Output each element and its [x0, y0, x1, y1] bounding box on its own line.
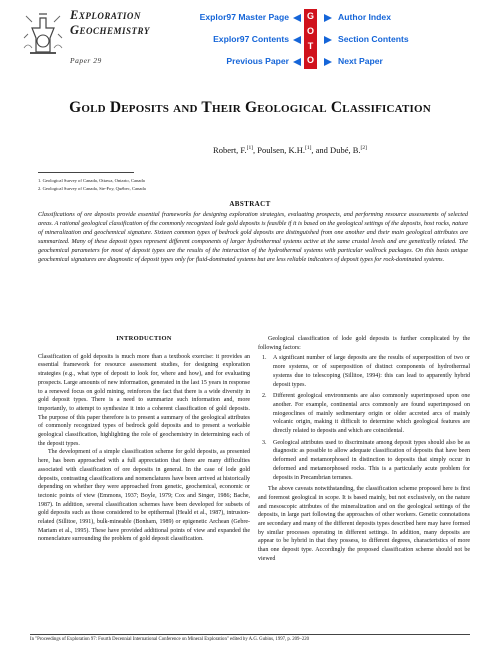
- brand-line-2: Geochemistry: [70, 23, 150, 37]
- right-column: [258, 335, 470, 564]
- nav-next-paper-link[interactable]: Next Paper: [338, 56, 383, 66]
- author-affiliation-ref[interactable]: [1]: [304, 145, 312, 152]
- footnote-divider: [38, 172, 134, 173]
- author-name: Robert, F.: [213, 145, 247, 155]
- list-number: 1.: [262, 355, 267, 362]
- arrow-left-icon[interactable]: [293, 14, 301, 22]
- goto-letter: G: [306, 11, 314, 21]
- factor-list: [258, 354, 470, 482]
- body-paragraph: The above caveats notwithstanding, the classification scheme proposed here is first and foremost geological in scope. It is based mainly, but not exclusively, on the nature and mesoscopic attributes of the mineralization and on the geological settings of the deposits, in large part following the approaches of other workers. Genetic connotations are secondary and many of the different deposits types described here may have formed by similar processes operating in different settings. In addition, many deposits are appear to be hybrid in that they possess, to different degrees, characteristics of more than one deposit type. Accordingly the proposed classification scheme should not be viewed: [258, 486, 470, 562]
- section-heading-introduction: INTRODUCTION: [116, 335, 172, 342]
- abstract-text: Classifications of ore deposits provide essential frameworks for designing exploration strategies, evaluating prospects, and performing resource assessments of selected areas. A rational geological classification of the commonly recognized lode gold deposits is feasible if it is based on the geological settings of the deposits, host rocks, nature of mineralization and geochemical signature. Sixteen common types of bedrock gold deposits are distinguished from one another and their main geological attributes are summarized. Many of these deposit types represent different components of larger hydrothermal systems active at the same crustal levels and are genetically related. The geochemical parameters for most of deposit types are the results of the interaction of the hydrothermal systems with particular wallrock packages. On this basis unique geochemical signatures are diagnostic of deposit types only for fluid-dominated systems but are less reliable indicators of deposit types for rock-dominated systems.: [38, 211, 468, 263]
- list-item: [258, 439, 470, 483]
- citation-divider: [30, 634, 470, 635]
- author-name: Poulsen, K.H.: [257, 145, 305, 155]
- affiliation-note: 2. Geological Survey of Canada, Ste-Foy, Québec, Canada: [38, 186, 146, 191]
- arrow-left-icon[interactable]: [293, 36, 301, 44]
- body-paragraph: Classification of gold deposits is much more than a textbook exercise: it provides an essential framework for resource assessment studies, for designing exploration strategies (e.g., what type of deposit to look for, where and how), and for evaluating prospects. Large amounts of new information, generated in the last 15 years in response to a renewed focus on gold mining, reinforces the fact that there is a wide diversity in gold deposit types. There is a need to summarize such information and, more importantly, to attempt to synthesize it into a coherent classification of gold deposits. The purpose of this paper therefore is to present a summary of the geological attributes of commonly recognized types of bedrock gold deposits and to present a workable geological classification, highlighting the role of geochemistry in determining each of the deposit types.: [38, 353, 250, 447]
- goto-letter: O: [306, 55, 314, 65]
- author-list: Robert, F.[1], Poulsen, K.H.[1], and Dubé, B.[2]: [213, 145, 367, 155]
- affiliation-note: 1. Geological Survey of Canada, Ottawa, Ontario, Canada: [38, 178, 145, 183]
- goto-badge: [304, 9, 317, 69]
- author-affiliation-ref[interactable]: [1]: [246, 145, 254, 152]
- brand-line-1: Exploration: [70, 8, 141, 22]
- arrow-right-icon[interactable]: [324, 58, 332, 66]
- nav-contents-link[interactable]: Explor97 Contents: [213, 34, 289, 44]
- paper-title: Gold Deposits and Their Geological Classification: [69, 99, 431, 116]
- list-number: 3.: [262, 439, 267, 446]
- nav-master-page-link[interactable]: Explor97 Master Page: [199, 12, 289, 22]
- nav-previous-paper-link[interactable]: Previous Paper: [226, 56, 289, 66]
- nav-author-index-link[interactable]: Author Index: [338, 12, 391, 22]
- author-affiliation-ref[interactable]: [2]: [360, 145, 367, 152]
- author-name: and Dubé, B.: [315, 145, 361, 155]
- arrow-left-icon[interactable]: [293, 58, 301, 66]
- journal-brand: [70, 8, 150, 38]
- abstract-heading: ABSTRACT: [229, 200, 271, 208]
- list-item-text: Different geological environments are also commonly superimposed upon one another. For example, continental arcs commonly are found superimposed on miogeoclines of mainly sedimentary origin or older accreted arcs of mainly volcanic origin, making it difficult to determine which geological features are directly related to deposits and which are coincidental.: [273, 393, 470, 435]
- body-paragraph: The development of a simple classification scheme for gold deposits, as presented here, has been approached with a full appreciation that there are many difficulties associated with classification of ore deposits in general. In the case of lode gold deposits, contrasting classifications and nomenclatures have been arrived at historically depending on whether they were approached from genetic, geochemical, economic or tectonic points of view (Emmons, 1937; Boyle, 1979; Cox and Singer, 1986; Bache, 1987). In addition, several classification schemes have been developed for subsets of gold deposits such as those considered to be epithermal (Heald et al., 1987), intrusion-related (Sillitoe, 1991), bulk-mineable (Bonham, 1989) or epigenetic Archean (Gebre-Mariam et al., 1995). These have provided additional points of view and expanded the nomenclature surrounding the problem of gold deposit classification.: [38, 449, 250, 543]
- goto-letter: T: [307, 41, 314, 51]
- citation-note: In "Proceedings of Exploration 97: Fourth Decennial International Conference on Mineral Exploration" edited by A.G. Gubins, 1997, p. 209–220: [30, 637, 310, 642]
- arrow-right-icon[interactable]: [324, 36, 332, 44]
- nav-section-contents-link[interactable]: Section Contents: [338, 34, 409, 44]
- goto-letter: O: [306, 26, 314, 36]
- journal-logo: [22, 8, 64, 58]
- list-item-text: Geological attributes used to discriminate among deposit types should also be as diagnostic as possible to allow adequate classification of deposits that have been deformed and metamorphosed in distinction to deposits that simply occur in deformed and metamorphosed rocks. This is a particularly acute problem for deposits in Precambrian terranes.: [273, 439, 470, 481]
- left-column: [38, 335, 250, 544]
- alchemy-flask-icon: [22, 8, 64, 58]
- list-number: 2.: [262, 393, 267, 400]
- list-item: [258, 354, 470, 389]
- list-item: [258, 392, 470, 436]
- paper-number: Paper 29: [70, 56, 102, 65]
- list-item-text: A significant number of large deposits are the results of superposition of two or more systems, or of superposition of distinct components of hydrothermal systems due to telescoping (Sillitoe, 1994): this can lead to apparently hybrid deposit types.: [273, 355, 470, 388]
- body-paragraph: Geological classification of lode gold deposits is further complicated by the following factors:: [258, 336, 470, 351]
- arrow-right-icon[interactable]: [324, 14, 332, 22]
